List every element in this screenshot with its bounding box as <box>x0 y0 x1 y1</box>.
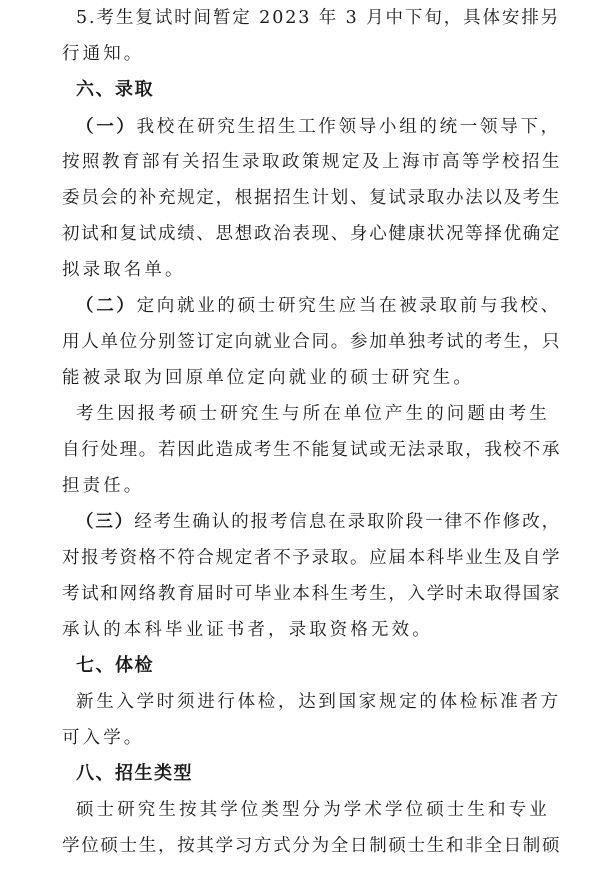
section-heading-admission: 六、录取 <box>76 79 154 100</box>
text-line: 初试和复试成绩、思想政治表现、身心健康状况等择优确定 <box>62 224 562 244</box>
text-line: 担责任。 <box>62 476 145 496</box>
text-line <box>76 294 562 318</box>
text-line <box>76 510 562 534</box>
text-line: 承认的本科毕业证书者，录取资格无效。 <box>62 620 433 640</box>
text-line: 对报考资格不符合规定者不予录取。应届本科毕业生及自学 <box>62 548 562 568</box>
text-line: 能被录取为回原单位定向就业的硕士研究生。 <box>62 368 474 388</box>
text-line: 自行处理。若因此造成考生不能复试或无法录取，我校不承 <box>62 440 562 460</box>
item-number: （三） <box>76 512 135 532</box>
section-heading-medical-exam: 七、体检 <box>76 655 154 676</box>
text-line: 新生入学时须进行体检，达到国家规定的体检标准者方 <box>76 692 561 712</box>
text-line: 考试和网络教育届时可毕业本科生考生，入学时未取得国家 <box>62 584 562 604</box>
text-line: 行通知。 <box>62 44 145 64</box>
text-line: 拟录取名单。 <box>62 260 186 280</box>
text-span: 定向就业的硕士研究生应当在被录取前与我校、 <box>136 296 561 316</box>
text-line: 可入学。 <box>62 728 145 748</box>
text-line: 考生因报考硕士研究生与所在单位产生的问题由考生 <box>76 404 550 424</box>
text-line: 硕士研究生按其学位类型分为学术学位硕士生和专业 <box>76 800 550 820</box>
text-line: 按照教育部有关招生录取政策规定及上海市高等学校招生 <box>62 152 562 172</box>
section-heading-enrollment-type: 八、招生类型 <box>76 763 193 784</box>
text-span: 经考生确认的报考信息在录取阶段一律不作修改， <box>134 512 562 532</box>
item-number: （一） <box>76 117 137 137</box>
text-line: 委员会的补充规定，根据招生计划、复试录取办法以及考生 <box>62 188 562 208</box>
text-line: 5.考生复试时间暂定 2023 年 3 月中下旬，具体安排另 <box>76 8 561 28</box>
text-line <box>76 115 562 139</box>
text-line: 用人单位分别签订定向就业合同。参加单独考试的考生，只 <box>62 332 562 352</box>
item-number: （二） <box>76 296 137 316</box>
text-span: 我校在研究生招生工作领导小组的统一领导下， <box>136 117 561 137</box>
text-line: 学位硕士生，按其学习方式分为全日制硕士生和非全日制硕 <box>62 836 562 856</box>
